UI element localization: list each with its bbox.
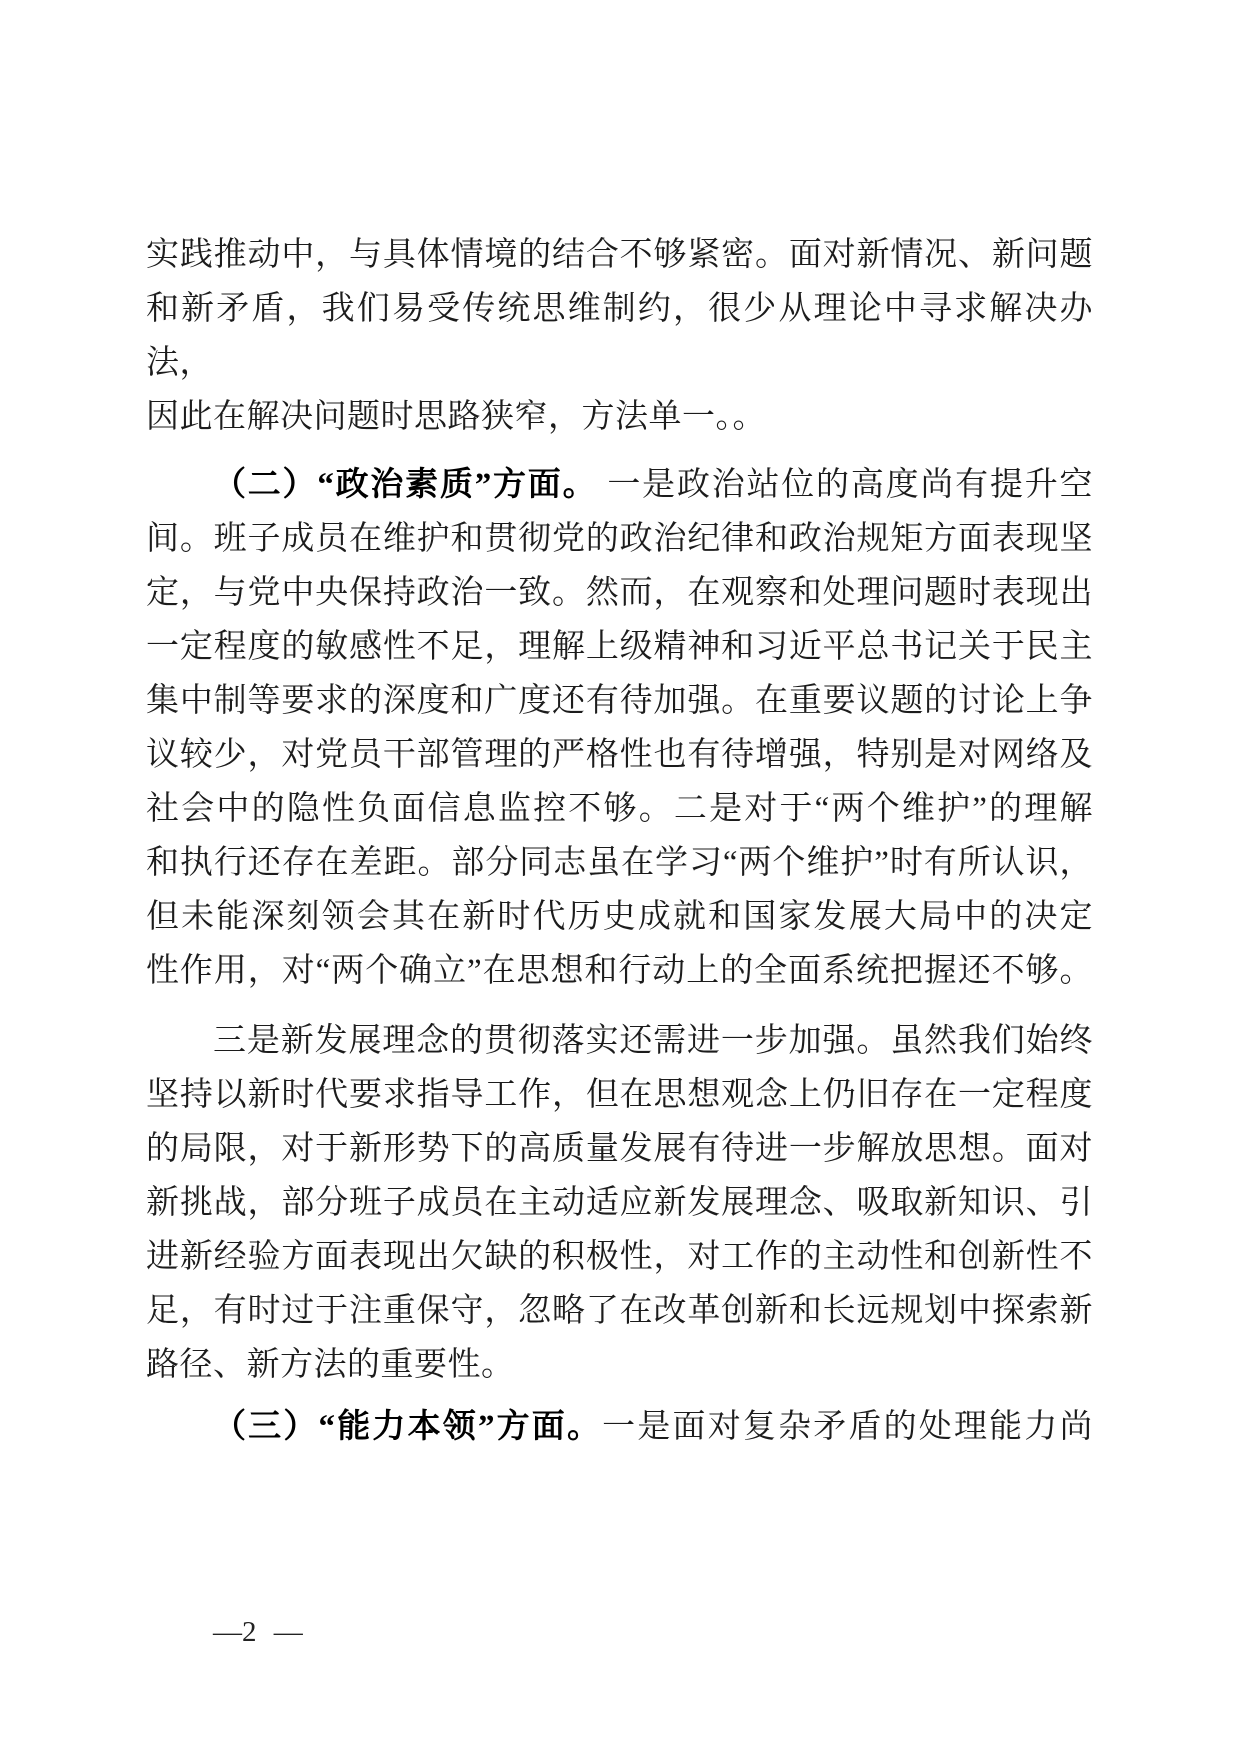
text-line	[146, 228, 1093, 282]
body-text: 但未能深刻领会其在新时代历史成就和国家发展大局中的决定	[146, 899, 1093, 935]
text-line	[146, 1068, 1093, 1122]
body-text: 因此在解决问题时思路狭窄，方法单一。。	[146, 399, 766, 435]
text-line	[146, 390, 1093, 444]
text-line	[146, 512, 1093, 566]
body-text: 集中制等要求的深度和广度还有待加强。在重要议题的讨论上争	[146, 683, 1093, 719]
body-text: 法，	[146, 345, 213, 381]
body-text: 路径、新方法的重要性。	[146, 1347, 515, 1383]
text-line	[146, 1338, 1093, 1392]
text-line	[146, 782, 1093, 836]
body-text: 和新矛盾，我们易受传统思维制约，很少从理论中寻求解决办	[146, 291, 1093, 327]
body-text: 和执行还存在差距。部分同志虽在学习“两个维护”时有所认识，	[146, 845, 1093, 881]
body-text: 定，与党中央保持政治一致。然而，在观察和处理问题时表现出	[146, 575, 1093, 611]
text-line	[146, 1014, 1093, 1068]
text-line	[146, 836, 1093, 890]
para-2	[146, 458, 1093, 998]
page-number: —2 —	[213, 1616, 303, 1648]
body-text: 坚持以新时代要求指导工作，但在思想观念上仍旧存在一定程度	[146, 1077, 1093, 1113]
para-1	[146, 228, 1093, 444]
text-line	[146, 336, 1093, 390]
body-text: 议较少，对党员干部管理的严格性也有待增强，特别是对网络及	[146, 737, 1093, 773]
text-line	[146, 944, 1093, 998]
section-heading-text: （二）“政治素质”方面。	[213, 467, 598, 503]
text-line	[146, 728, 1093, 782]
text-line	[146, 890, 1093, 944]
text-line	[146, 1400, 1093, 1454]
text-line	[146, 566, 1093, 620]
body-text: 间。班子成员在维护和贯彻党的政治纪律和政治规矩方面表现坚	[146, 521, 1093, 557]
text-line	[146, 1230, 1093, 1284]
text-line	[146, 1284, 1093, 1338]
body-text: 进新经验方面表现出欠缺的积极性，对工作的主动性和创新性不	[146, 1239, 1093, 1275]
para-3	[146, 1014, 1093, 1392]
text-line	[146, 620, 1093, 674]
text-line	[146, 458, 1093, 512]
body-text: 社会中的隐性负面信息监控不够。二是对于“两个维护”的理解	[146, 791, 1093, 827]
body-text: 性作用，对“两个确立”在思想和行动上的全面系统把握还不够。	[146, 953, 1093, 989]
body-text: 三是新发展理念的贯彻落实还需进一步加强。虽然我们始终	[213, 1023, 1093, 1059]
section-heading-text: （三）“能力本领”方面。	[213, 1409, 603, 1445]
para-4	[146, 1400, 1093, 1454]
body-text: 一是面对复杂矛盾的处理能力尚	[602, 1409, 1094, 1445]
text-line	[146, 674, 1093, 728]
text-line	[146, 1176, 1093, 1230]
body-text: 一定程度的敏感性不足，理解上级精神和习近平总书记关于民主	[146, 629, 1093, 665]
text-line	[146, 1122, 1093, 1176]
document-body	[146, 228, 1093, 1454]
body-text: 实践推动中，与具体情境的结合不够紧密。面对新情况、新问题	[146, 237, 1093, 273]
body-text: 足，有时过于注重保守，忽略了在改革创新和长远规划中探索新	[146, 1293, 1093, 1329]
body-text: 新挑战，部分班子成员在主动适应新发展理念、吸取新知识、引	[146, 1185, 1093, 1221]
text-line	[146, 282, 1093, 336]
body-text: 一是政治站位的高度尚有提升空	[597, 467, 1094, 503]
body-text: 的局限，对于新形势下的高质量发展有待进一步解放思想。面对	[146, 1131, 1093, 1167]
